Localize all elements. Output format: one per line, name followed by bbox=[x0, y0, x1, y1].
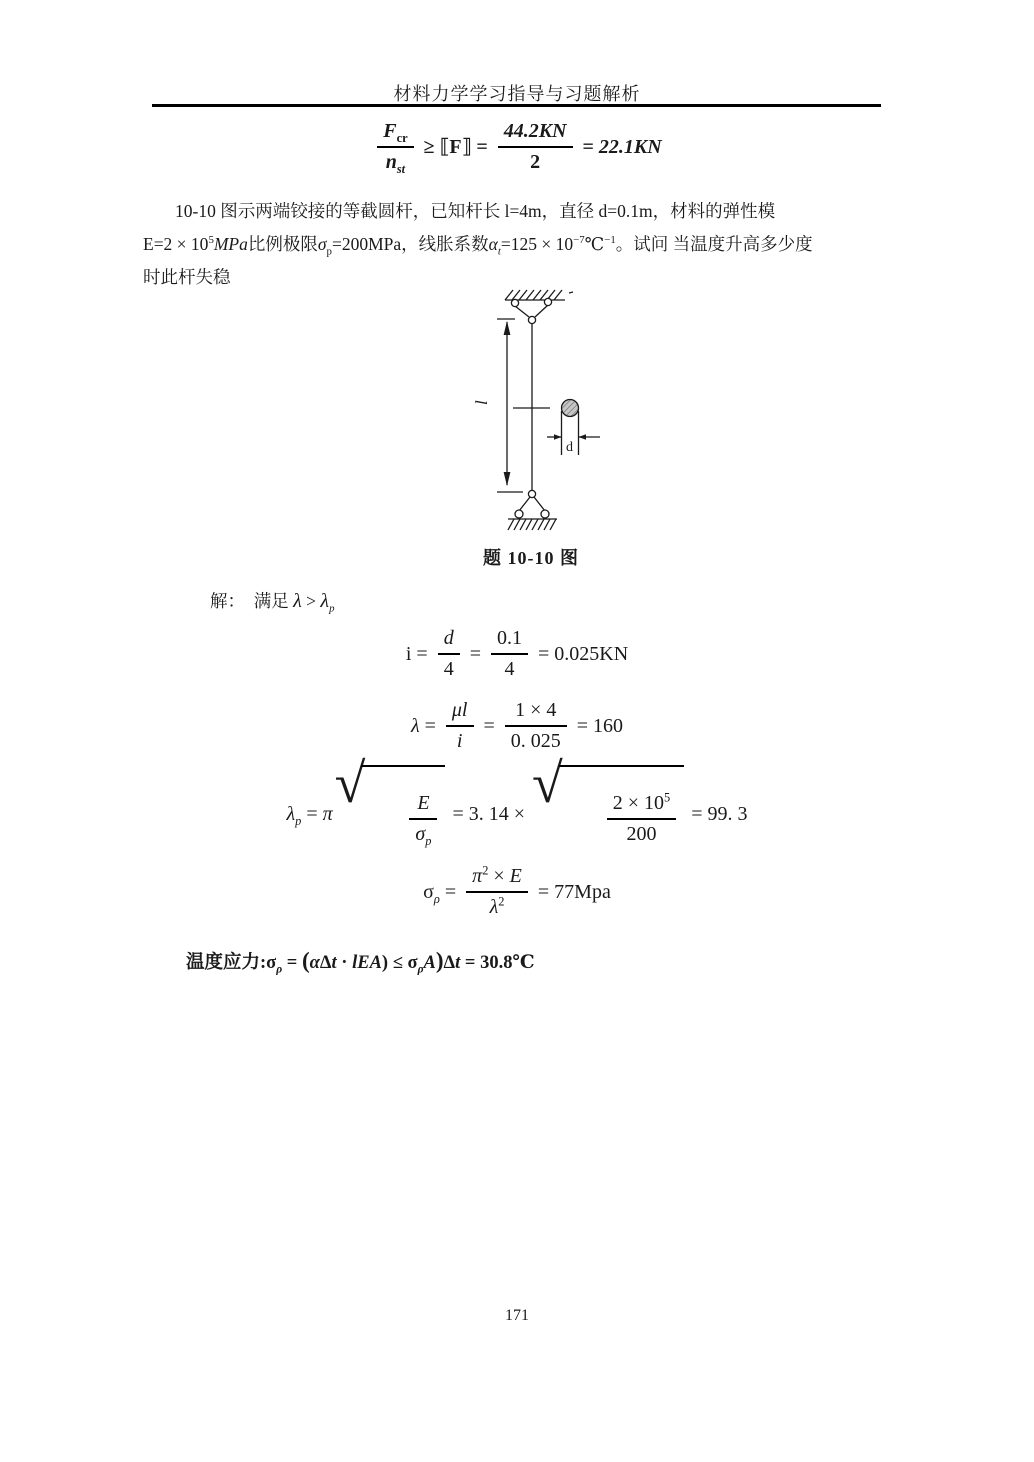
formula-result: = 0.025KN bbox=[532, 642, 629, 665]
figure-container bbox=[455, 283, 675, 553]
fraction-load bbox=[498, 120, 573, 174]
formula-lhs: λ = bbox=[410, 714, 441, 737]
fraction-numerator: 44.2KN bbox=[498, 120, 573, 148]
figure-column-diagram bbox=[455, 283, 675, 553]
page-number: 171 bbox=[505, 1307, 529, 1324]
figure-caption: 题 10-10 图 bbox=[483, 548, 579, 568]
fraction bbox=[607, 792, 676, 846]
header-rule bbox=[152, 104, 881, 107]
fraction-numerator: $\pi^2 \times E$ bbox=[466, 865, 528, 893]
diameter-label: d bbox=[566, 440, 573, 455]
formula-result: = 99. 3 bbox=[686, 802, 748, 825]
radical bbox=[334, 753, 446, 869]
fraction bbox=[446, 699, 474, 753]
radical-sign: √ bbox=[334, 753, 366, 815]
formula-result: = 160 bbox=[571, 714, 624, 737]
fraction bbox=[409, 792, 437, 846]
bottom-pin-support-icon bbox=[508, 490, 557, 530]
cross-section bbox=[547, 400, 600, 456]
fraction-denominator: 200 bbox=[626, 823, 657, 845]
diameter-dimension bbox=[547, 434, 600, 440]
fraction-numerator: 0.1 bbox=[491, 627, 528, 655]
radicand bbox=[559, 765, 684, 869]
fraction-numerator: μl bbox=[446, 699, 474, 727]
radical-sign: √ bbox=[532, 753, 563, 815]
ceiling-hatch-icon bbox=[505, 290, 573, 300]
fraction-numerator: E bbox=[409, 792, 437, 820]
radical bbox=[532, 753, 684, 869]
problem-text bbox=[143, 195, 888, 294]
temperature-stress-line: 温度应力$:\sigma_\rho = (\alpha\Delta t \cdot lEA) \le \sigma_\rho A)\Delta t$ = 30.8℃ bbox=[186, 948, 535, 976]
formula-lhs: $\sigma_\rho$ = bbox=[423, 880, 462, 906]
formula-middle: = bbox=[478, 714, 500, 737]
fraction-denominator: $n_{st}$ bbox=[385, 151, 406, 176]
problem-line-3: 时此杆失稳 bbox=[143, 267, 231, 287]
formula-radius-of-gyration bbox=[12, 628, 1022, 680]
formula-critical-force bbox=[12, 120, 1022, 174]
page-header-title: 材料力学学习指导与习题解析 bbox=[393, 84, 641, 104]
formula-lhs: $\lambda_p = \pi$ bbox=[286, 802, 333, 828]
fraction-numerator: $2 \times 10^5$ bbox=[607, 792, 676, 820]
fraction-denominator: $\sigma_p$ bbox=[415, 823, 432, 848]
formula-critical-slenderness bbox=[12, 753, 1022, 858]
cross-section-circle bbox=[562, 400, 579, 417]
fraction-denominator: 0. 025 bbox=[510, 730, 561, 752]
fraction-numerator: $F_{cr}$ bbox=[377, 120, 413, 148]
formula-result: = 22.1KN bbox=[577, 135, 662, 158]
fraction bbox=[466, 865, 528, 919]
problem-line-2: $E=2 \times 10^5MPa$比例极限$\sigma_p=200MPa$，线胀系数$\alpha_t=125$ × $10^{-7}℃^{-1}$。试问 当温度升高多少度 bbox=[143, 234, 813, 258]
fraction-fcr-nst bbox=[377, 120, 413, 174]
formula-lhs: i = bbox=[405, 642, 433, 665]
fraction bbox=[438, 627, 460, 681]
radicand bbox=[361, 765, 445, 869]
solution-intro-line: 解： 满足 $\lambda > \lambda_p$ bbox=[210, 590, 335, 615]
fraction-denominator: i bbox=[456, 730, 463, 752]
formula-middle: = 3. 14 × bbox=[447, 802, 531, 825]
fraction-denominator: $\lambda^2$ bbox=[489, 894, 505, 918]
formula-critical-stress bbox=[12, 858, 1022, 926]
fraction bbox=[505, 699, 567, 753]
fraction-numerator: d bbox=[438, 627, 460, 655]
fraction-denominator: 4 bbox=[443, 658, 454, 680]
fraction bbox=[491, 627, 528, 681]
formula-result: = 77Mpa bbox=[532, 880, 611, 903]
length-label: l bbox=[472, 400, 491, 405]
fraction-denominator: 4 bbox=[504, 658, 515, 680]
fraction-denominator: 2 bbox=[530, 151, 541, 173]
formula-relation: ≥ ⟦F⟧ = bbox=[418, 134, 493, 158]
problem-line-1: 10-10 图示两端铰接的等截圆杆，已知杆长 l=4m，直径 d=0.1m，材料的弹性模 bbox=[175, 201, 776, 221]
formula-slenderness bbox=[12, 696, 1022, 756]
fraction-numerator: 1 × 4 bbox=[505, 699, 567, 727]
ground-hatch-icon bbox=[508, 519, 556, 530]
top-pin-support-icon bbox=[511, 298, 551, 323]
formula-middle: = bbox=[464, 642, 486, 665]
length-dimension bbox=[497, 319, 523, 492]
